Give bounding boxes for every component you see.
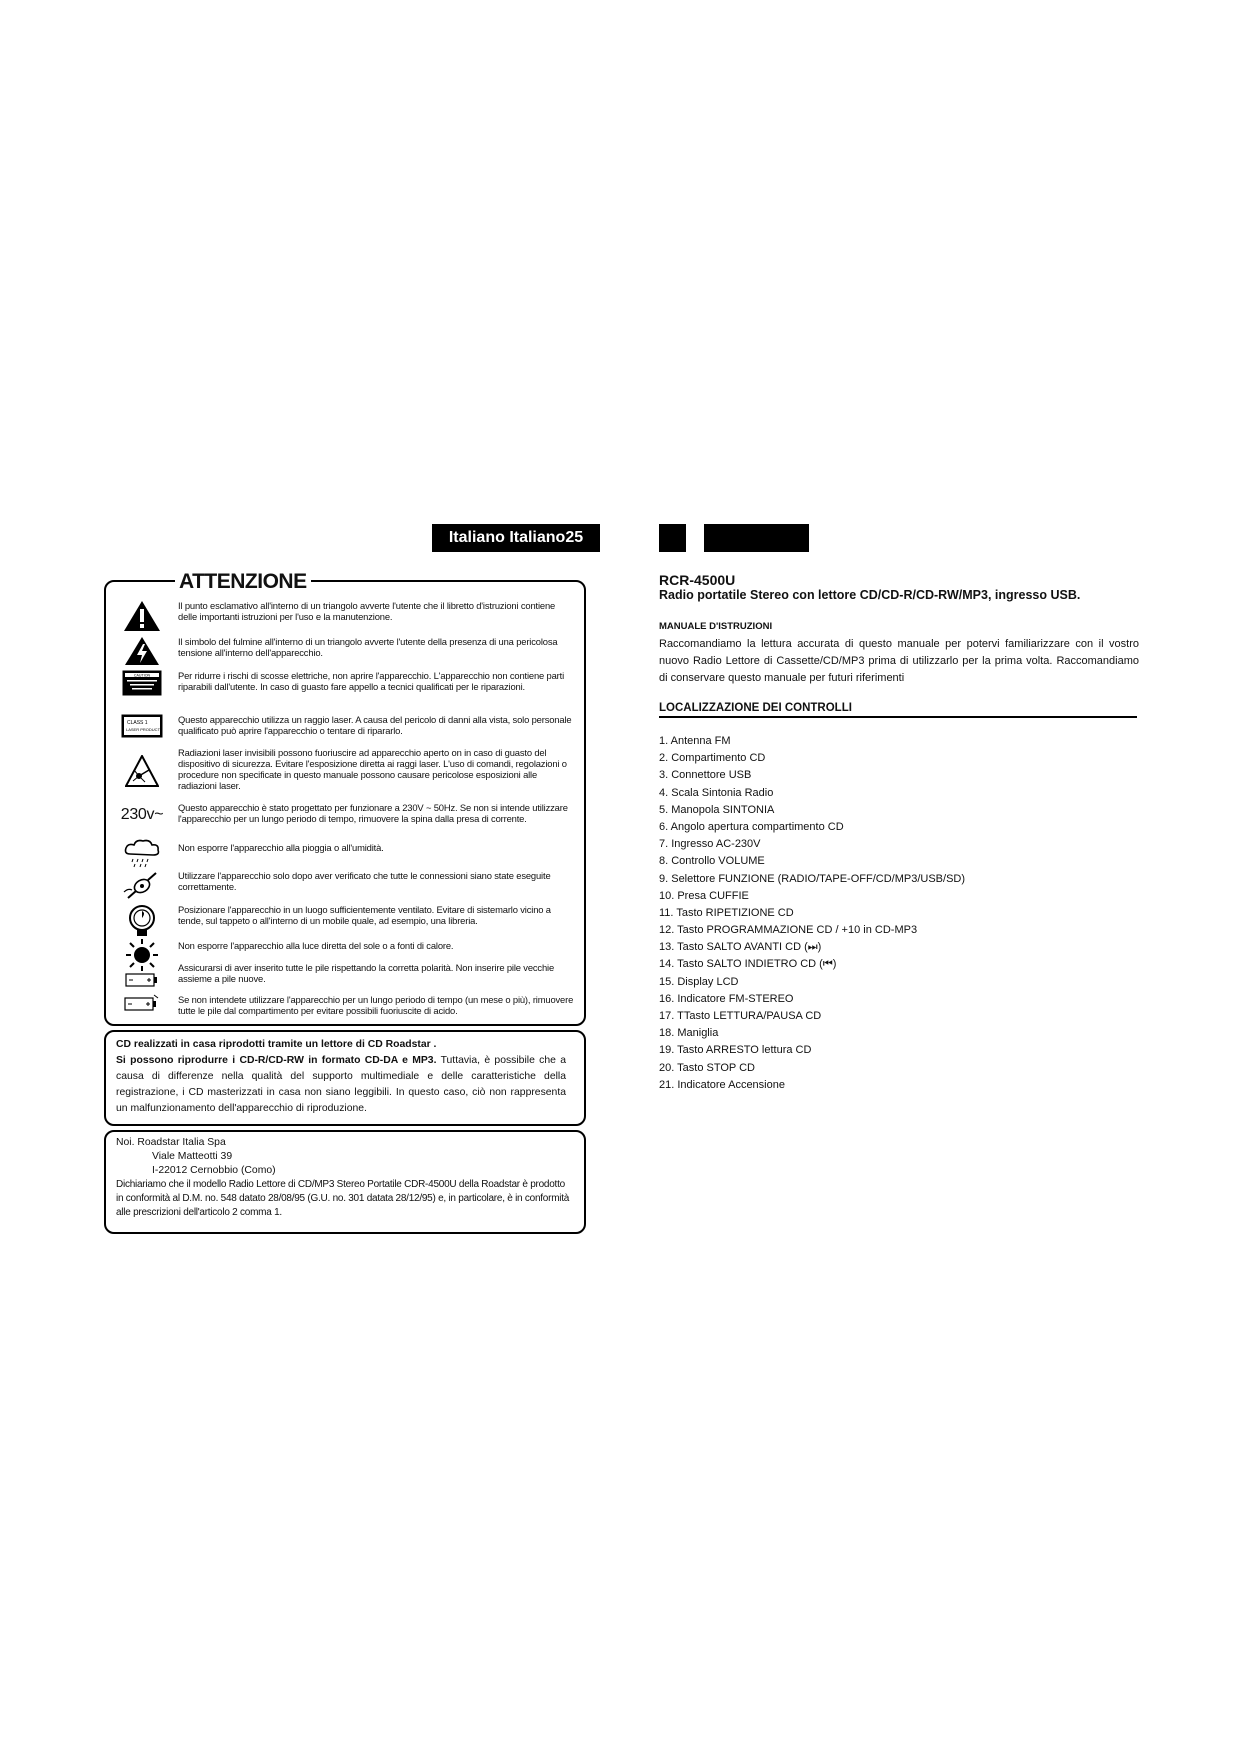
control-item: 12. Tasto PROGRAMMAZIONE CD / +10 in CD-MP3 — [659, 924, 918, 937]
control-item: 17. TTasto LETTURA/PAUSA CD — [659, 1010, 822, 1022]
declaration-body: Dichiariamo che il modello Radio Lettore di CD/MP3 Stereo Portatile CDR-4500U della Roadstar è prodotto in conformità al D.M. no. 548 datato 28/08/95 (G.U. no. 301 datata 28/12/95) e, in particolare, è in conformità alle prescrizioni dell'articolo 2 comma 1. — [116, 1179, 570, 1218]
svg-text:LASER PRODUCT: LASER PRODUCT — [126, 727, 161, 732]
warning-item: Utilizzare l'apparecchio solo dopo aver verificato che tutte le connessioni siano state eseguite correttamente. — [116, 870, 576, 902]
control-item: 19. Tasto ARRESTO lettura CD — [659, 1044, 812, 1057]
exclamation-triangle-icon — [116, 600, 168, 632]
company-name: Noi. Roadstar Italia Spa — [116, 1137, 226, 1148]
company-street: Viale Matteotti 39 — [152, 1151, 233, 1162]
controls-heading: LOCALIZZAZIONE DEI CONTROLLI — [659, 702, 1137, 718]
warning-title: ATTENZIONE — [175, 570, 311, 594]
cd-info-heading: CD realizzati in casa riprodotti tramite un lettore di CD Roadstar . — [116, 1039, 437, 1050]
caution-label-icon — [116, 670, 168, 696]
control-item: 8. Controllo VOLUME — [659, 855, 765, 868]
laser-warning-triangle-icon — [116, 747, 168, 787]
warning-item: Non esporre l'apparecchio alla pioggia o all'umidità. — [116, 838, 576, 868]
declaration-text — [116, 1136, 574, 1220]
control-item: 4. Scala Sintonia Radio — [659, 786, 774, 799]
cd-info-body: Si possono riprodurre i CD-R/CD-RW in formato CD-DA e MP3. Tuttavia, è possibile che a causa di differenze nella qualità del supporto multimediale e delle caratteristiche della registrazione, i CD masterizzati in casa non siano leggibili. In questo caso, ciò non rappresenta un malfunzionamento dell'apparecchio di riproduzione. — [116, 1055, 566, 1114]
svg-text:CLASS 1: CLASS 1 — [127, 720, 148, 726]
company-city: I-22012 Cernobbio (Como) — [152, 1165, 276, 1176]
warning-item: CAUTION Per ridurre i rischi di scosse elettriche, non aprire l'apparecchio. L'apparecchio non contiene parti riparabili dall'utente. In caso di guasto fare appello a tecnici qualificati per le riparazioni. — [116, 670, 576, 696]
control-item: 11. Tasto RIPETIZIONE CD — [659, 906, 794, 919]
warning-item: Il simbolo del fulmine all'interno di un triangolo avverte l'utente della presenza di una pericolosa tensione all'interno dell'apparecchio. — [116, 636, 576, 666]
control-item: 20. Tasto STOP CD — [659, 1061, 755, 1074]
warning-item: CLASS 1 LASER PRODUCT Questo apparecchio utilizza un raggio laser. A causa del pericolo di danni alla vista, solo personale qualificato può aprire l'apparecchio o tentare di ripararlo. — [116, 714, 576, 738]
manual-heading: MANUALE D'ISTRUZIONI — [659, 621, 773, 632]
header-bar-wide — [704, 524, 809, 552]
control-item: 9. Selettore FUNZIONE (RADIO/TAPE-OFF/CD/MP3/USB/SD) — [659, 872, 966, 885]
voltage-icon: 230v~ — [120, 806, 164, 823]
control-item: 10. Presa CUFFIE — [659, 889, 749, 902]
svg-text:CAUTION: CAUTION — [133, 673, 151, 678]
control-item: 21. Indicatore Accensione — [659, 1078, 785, 1091]
warning-item: 230v~ Questo apparecchio è stato progettato per funzionare a 230V ~ 50Hz. Se non si intende utilizzare l'apparecchio per un lungo periodo di tempo, rimuovere la spina dalla presa di corrente. — [116, 802, 576, 824]
warning-item: Se non intendete utilizzare l'apparecchio per un lungo periodo di tempo (un mese o più), rimuovere tutte le pile dal compartimento per evitare possibili fuoriuscite di acido. — [116, 994, 576, 1016]
control-item: 15. Display LCD — [659, 975, 739, 988]
class1-laser-label-icon — [116, 714, 168, 738]
cd-info-text — [116, 1037, 566, 1117]
warning-item: Posizionare l'apparecchio in un luogo sufficientemente ventilato. Evitare di sistemarlo vicino a tende, sul tappeto o all'interno di un mobile quale, ad esempio, una libreria. — [116, 904, 576, 938]
rain-cloud-icon — [116, 838, 168, 868]
lightning-triangle-icon — [116, 636, 168, 666]
warning-item: Il punto esclamativo all'interno di un triangolo avverte l'utente che il libretto d'istruzioni contiene delle importanti istruzioni per l'uso e la manutenzione. — [116, 600, 576, 632]
control-item: 2. Compartimento CD — [659, 752, 766, 765]
control-item: 7. Ingresso AC-230V — [659, 838, 761, 851]
plug-connection-icon — [116, 870, 168, 902]
header-bar-small — [659, 524, 686, 552]
controls-list — [659, 733, 1139, 1094]
control-item: 14. Tasto SALTO INDIETRO CD (⏮) — [659, 958, 837, 971]
warning-item: Assicurarsi di aver inserito tutte le pile rispettando la corretta polarità. Non inserire pile vecchie assieme a pile nuove. — [116, 962, 576, 988]
control-item: 16. Indicatore FM-STEREO — [659, 992, 794, 1005]
warning-item: Non esporre l'apparecchio alla luce diretta del sole o a fonti di calore. — [116, 938, 576, 972]
battery-polarity-icon — [116, 962, 168, 988]
product-subtitle: Radio portatile Stereo con lettore CD/CD-R/CD-RW/MP3, ingresso USB. — [659, 588, 1081, 602]
control-item: 1. Antenna FM — [659, 735, 731, 747]
manual-text: Raccomandiamo la lettura accurata di questo manuale per potervi familiarizzare con il vostro nuovo Radio Lettore di Cassette/CD/MP3 prima di utilizzarlo per la prima volta. Raccomandiamo di conservare questo manuale per futuri riferimenti — [659, 638, 1139, 684]
control-item: 3. Connettore USB — [659, 769, 752, 782]
page-header-label: Italiano Italiano25 — [432, 524, 600, 552]
warning-item: Radiazioni laser invisibili possono fuoriuscire ad apparecchio aperto on in caso di guasto del dispositivo di sicurezza. Evitare l'esposizione diretta ai raggi laser. L'uso di comandi, regolazioni o procedure non specificate in questo manuale possono causare pericolose esposizioni alle radiazioni laser. — [116, 747, 576, 791]
control-item: 5. Manopola SINTONIA — [659, 803, 775, 816]
control-item: 18. Maniglia — [659, 1027, 719, 1040]
ventilation-fan-icon — [116, 904, 168, 938]
battery-remove-icon — [116, 994, 168, 1014]
control-item: 13. Tasto SALTO AVANTI CD (⏭) — [659, 941, 822, 954]
model-number: RCR-4500U — [659, 572, 736, 588]
control-item: 6. Angolo apertura compartimento CD — [659, 820, 844, 833]
